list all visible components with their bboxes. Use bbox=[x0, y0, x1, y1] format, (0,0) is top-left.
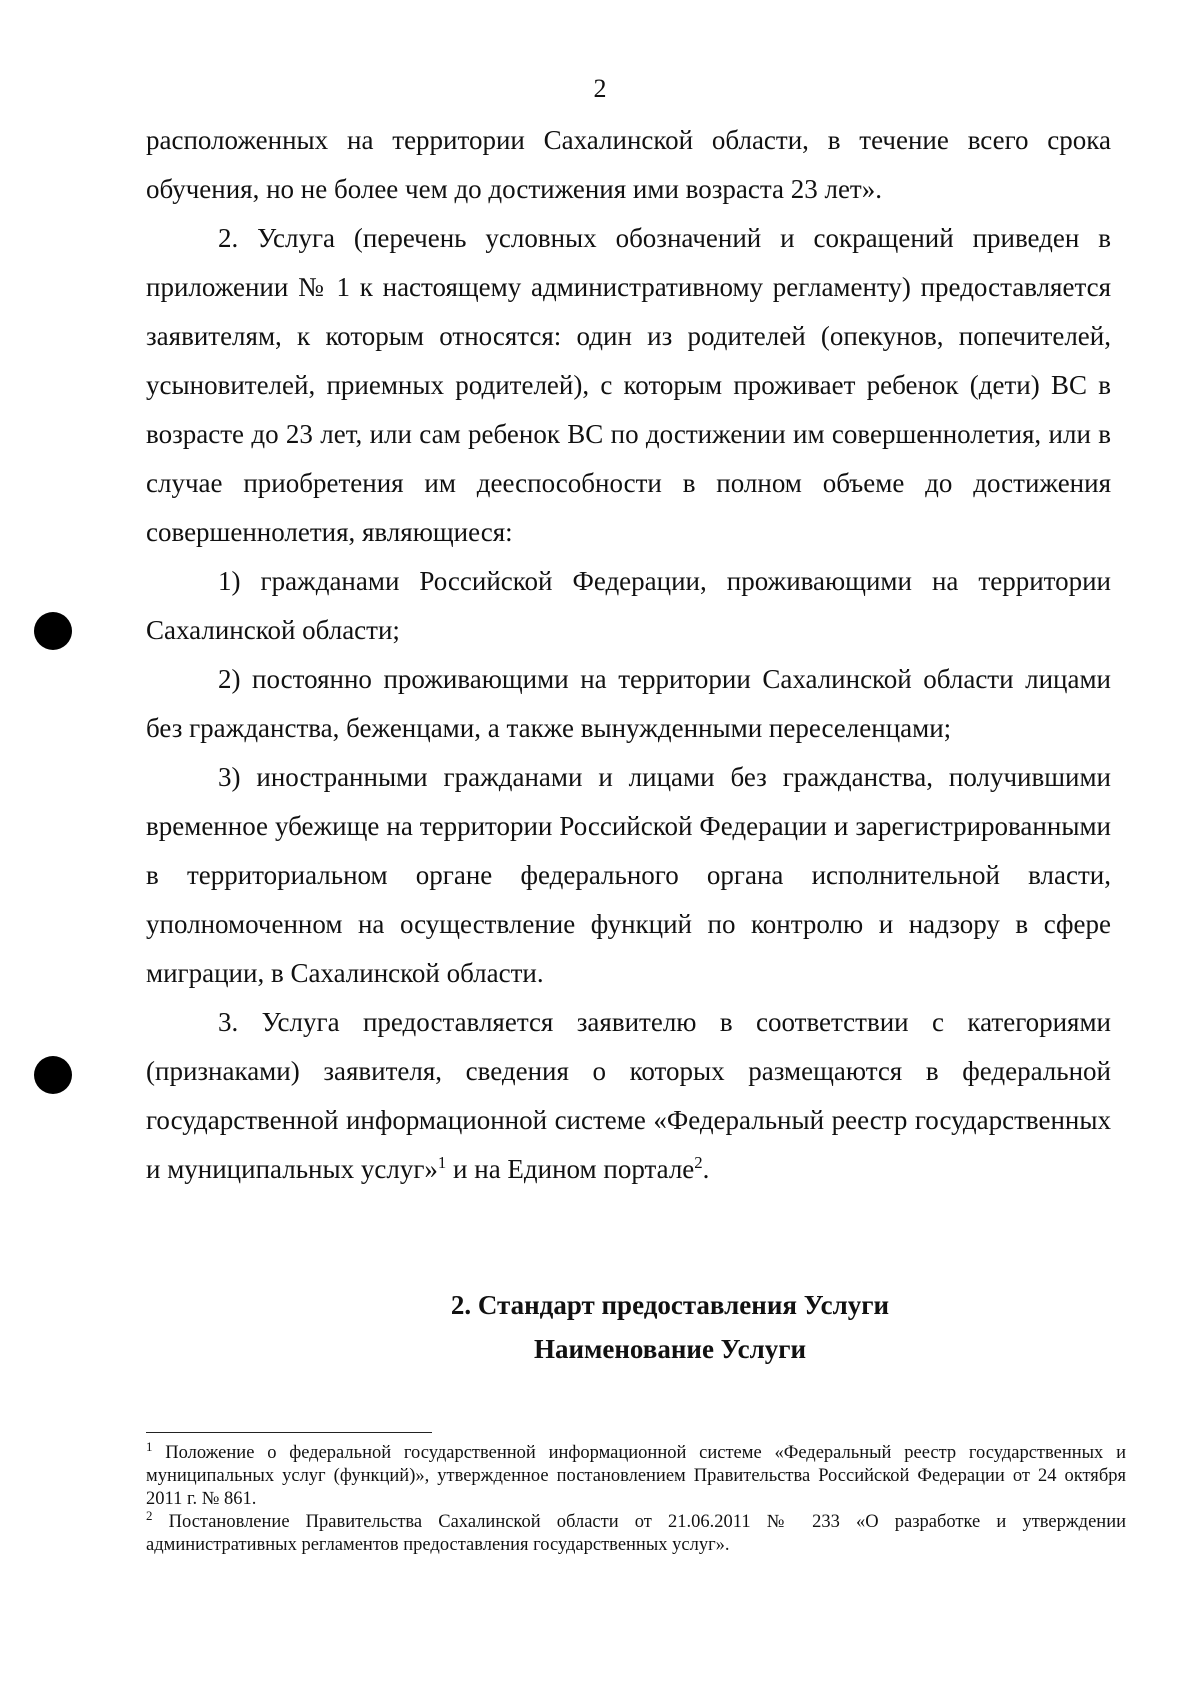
footnote-2-text: Постановление Правительства Сахалинской области от 21.06.2011 № 233 «О разработке и утверждении административных регламентов предоставления государственных услуг». bbox=[146, 1512, 1126, 1555]
section-title: 2. Стандарт предоставления Услуги bbox=[450, 1290, 890, 1320]
paragraph-continuation: расположенных на территории Сахалинской области, в течение всего срока обучения, но не более чем до достижения ими возраста 23 лет». bbox=[146, 125, 1111, 204]
section-heading bbox=[0, 1283, 1200, 1371]
paragraph-3 bbox=[146, 998, 1111, 1194]
list-item-3: 3) иностранными гражданами и лицами без гражданства, получившими временное убежище на территории Российской Федерации и зарегистрированными в территориальном органе федерального органа исполнительной власти, уполномоченном на осуществление функций по контролю и надзору в сфере миграции, в Сахалинской области. bbox=[146, 762, 1111, 988]
footnote-1-text: Положение о федеральной государственной информационной системе «Федеральный реестр государственных и муниципальных услуг (функций)», утвержденное постановлением Правительства Российской Федерации от 24 октября 2011 г. № 861. bbox=[146, 1443, 1126, 1509]
page-number: 2 bbox=[593, 74, 607, 103]
section-subtitle: Наименование Услуги bbox=[533, 1334, 807, 1364]
footnote-marker-1: 1 bbox=[146, 1438, 153, 1454]
footnote-separator bbox=[146, 1432, 432, 1433]
list-item-1: 1) гражданами Российской Федерации, проживающими на территории Сахалинской области; bbox=[146, 566, 1111, 645]
footnote-marker-2: 2 bbox=[146, 1507, 153, 1523]
punch-hole-mark bbox=[34, 612, 72, 650]
document-body bbox=[146, 116, 1111, 1194]
footnote-ref-2[interactable]: 2 bbox=[694, 1153, 703, 1172]
paragraph-3-text-c: . bbox=[702, 1154, 710, 1184]
footnote-2 bbox=[146, 1507, 1126, 1557]
punch-hole-mark bbox=[34, 1056, 72, 1094]
footnote-ref-1[interactable]: 1 bbox=[437, 1153, 447, 1172]
paragraph-3-text-a: 3. Услуга предоставляется заявителю в соответствии с категориями (признаками) заявителя, сведения о которых размещаются в федеральной государственной информационной системе «Федеральный реестр государственных и муниципальных услуг» bbox=[146, 1007, 1111, 1184]
paragraph-3-text-b: и на Едином портале bbox=[446, 1154, 695, 1184]
footnotes bbox=[146, 1438, 1126, 1557]
list-item-2: 2) постоянно проживающими на территории Сахалинской области лицами без гражданства, беженцами, а также вынужденными переселенцами; bbox=[146, 664, 1111, 743]
paragraph-2: 2. Услуга (перечень условных обозначений и сокращений приведен в приложении № 1 к настоящему административному регламенту) предоставляется заявителям, к которым относятся: один из родителей (опекунов, попечителей, усыновителей, приемных родителей), с которым проживает ребенок (дети) ВС в возрасте до 23 лет, или сам ребенок ВС по достижении им совершеннолетия, или в случае приобретения им дееспособности в полном объеме до достижения совершеннолетия, являющиеся: bbox=[146, 223, 1111, 547]
footnote-1 bbox=[146, 1438, 1126, 1511]
